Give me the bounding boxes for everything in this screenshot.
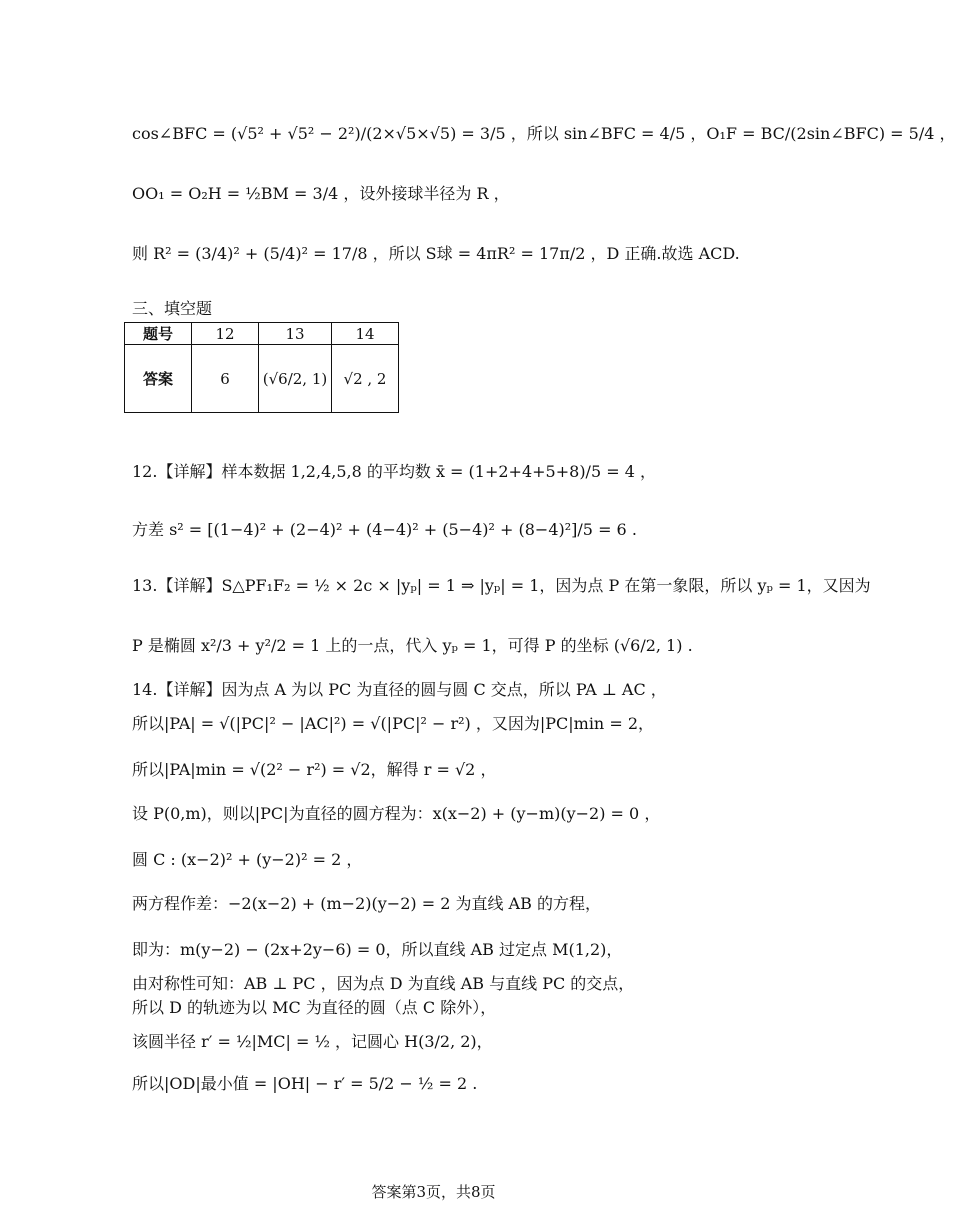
p14-line-9: 所以 D 的轨迹为以 MC 为直径的圆（点 C 除外）， <box>132 998 497 1017</box>
p14-line-3: 所以|PA|min = √(2² − r²) = √2，解得 r = √2 ， <box>132 760 497 779</box>
p14-line-11: 所以|OD|最小值 = |OH| − r′ = 5/2 − ½ = 2 . <box>132 1074 478 1093</box>
p14-line-5: 圆 C : (x−2)² + (y−2)² = 2 ， <box>132 850 363 869</box>
header-cell-13: 13 <box>259 323 332 345</box>
formula-line-r2: 则 R² = (3/4)² + (5/4)² = 17/8 ，所以 S球 = 4πR² = 17π/2 ，D 正确.故选 ACD. <box>132 244 740 263</box>
header-cell-number: 题号 <box>125 323 192 345</box>
p13-ellipse-line: P 是椭圆 x²/3 + y²/2 = 1 上的一点，代入 yₚ = 1，可得 P 的坐标 (√6/2, 1) . <box>132 636 693 655</box>
p14-line-6: 两方程作差：−2(x−2) + (m−2)(y−2) = 2 为直线 AB 的方程， <box>132 894 601 913</box>
p12-variance-line: 方差 s² = [(1−4)² + (2−4)² + (4−4)² + (5−4)² + (8−4)²]/5 = 6 . <box>132 520 637 539</box>
formula-line-oo1: OO₁ = O₂H = ½BM = 3/4 ，设外接球半径为 R ， <box>132 184 510 203</box>
p14-line-10: 该圆半径 r′ = ½|MC| = ½ ，记圆心 H(3/2, 2)， <box>132 1032 493 1051</box>
p12-mean-line: 12.【详解】样本数据 1,2,4,5,8 的平均数 x̄ = (1+2+4+5+8)/5 = 4 ， <box>132 462 656 481</box>
section-title: 三、填空题 <box>132 299 213 318</box>
answer-table <box>124 322 399 413</box>
p13-area-line: 13.【详解】S△PF₁F₂ = ½ × 2c × |yₚ| = 1 ⇒ |yₚ| = 1，因为点 P 在第一象限，所以 yₚ = 1，又因为 <box>132 576 871 595</box>
p14-line-1: 14.【详解】因为点 A 为以 PC 为直径的圆与圆 C 交点，所以 PA ⊥ AC ， <box>132 680 667 699</box>
p14-line-2: 所以|PA| = √(|PC|² − |AC|²) = √(|PC|² − r²) ，又因为|PC|min = 2， <box>132 714 654 733</box>
header-cell-12: 12 <box>192 323 259 345</box>
row-label-answer: 答案 <box>125 345 192 413</box>
answer-cell-12: 6 <box>192 345 259 413</box>
page-footer: 答案第3页，共8页 <box>371 1183 496 1201</box>
p14-line-8: 由对称性可知：AB ⊥ PC ，因为点 D 为直线 AB 与直线 PC 的交点， <box>132 974 635 993</box>
header-cell-14: 14 <box>332 323 399 345</box>
answer-cell-14: √2 , 2 <box>332 345 399 413</box>
answer-cell-13: (√6/2, 1) <box>259 345 332 413</box>
p14-line-4: 设 P(0,m)，则以|PC|为直径的圆方程为：x(x−2) + (y−m)(y−2) = 0 ， <box>132 804 661 823</box>
formula-line-cos: cos∠BFC = (√5² + √5² − 2²)/(2×√5×√5) = 3/5 ，所以 sin∠BFC = 4/5 ，O₁F = BC/(2sin∠BFC) = 5/4 ， <box>132 124 956 143</box>
p14-line-7: 即为：m(y−2) − (2x+2y−6) = 0，所以直线 AB 过定点 M(1,2)， <box>132 940 623 959</box>
